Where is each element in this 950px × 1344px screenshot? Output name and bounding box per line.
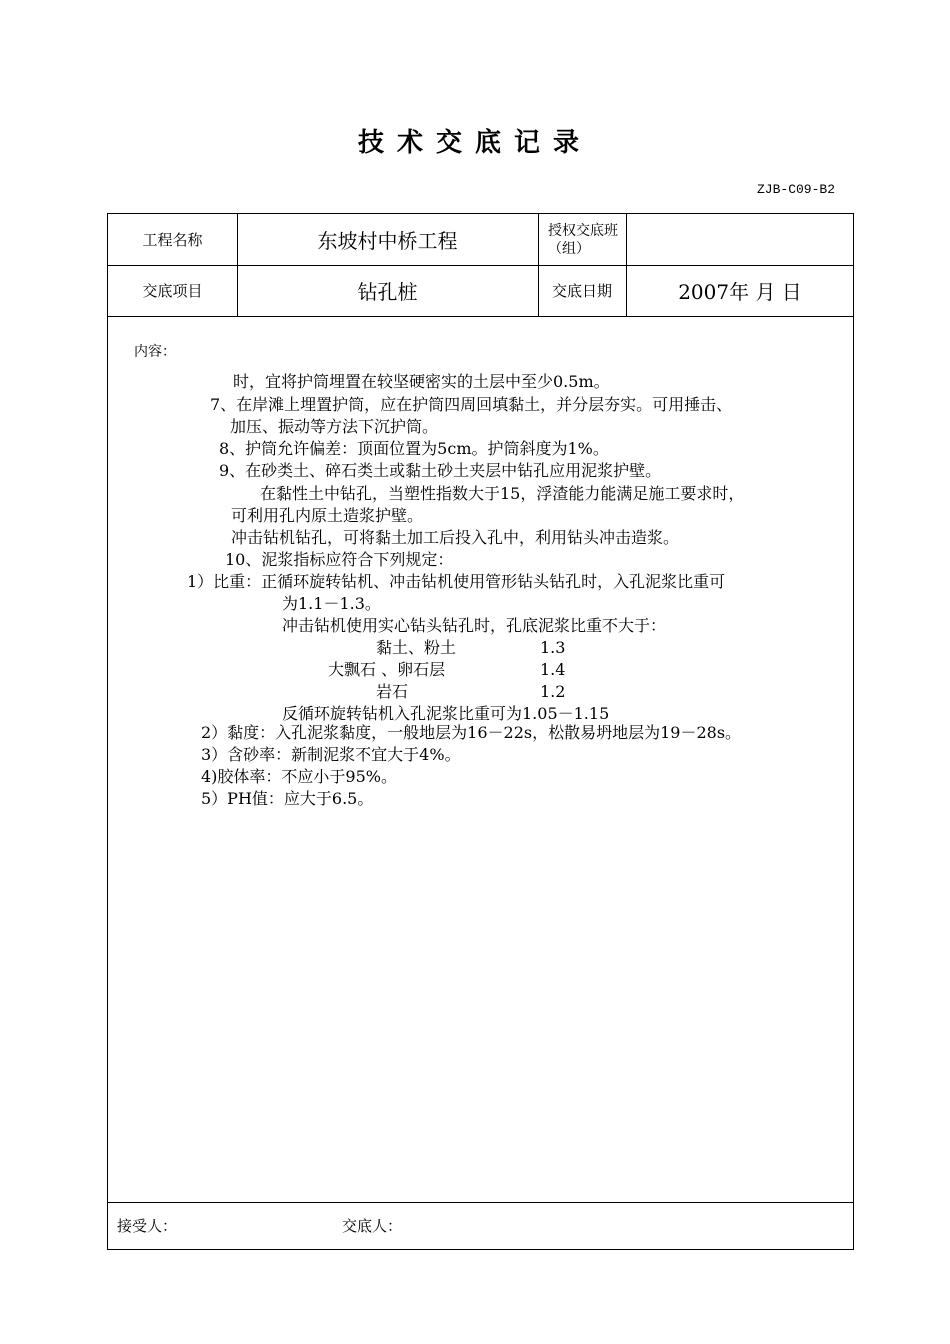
content-line: 2）黏度：入孔泥浆黏度，一般地层为16－22s，松散易坍地层为19－28s。 bbox=[201, 723, 742, 742]
content-line: 5）PH值：应大于6.5。 bbox=[201, 789, 374, 808]
record-table bbox=[107, 213, 854, 1250]
mud-soil-type: 大飘石 、卵石层 bbox=[328, 660, 446, 679]
presenter-label: 交底人： bbox=[342, 1217, 403, 1235]
content-line: 3）含砂率：新制泥浆不宜大于4%。 bbox=[201, 745, 461, 764]
content-line: 为1.1－1.3。 bbox=[282, 594, 381, 613]
document-title: 技术交底记录 bbox=[357, 128, 592, 158]
content-line: 8、护筒允许偏差：顶面位置为5cm。护筒斜度为1%。 bbox=[219, 439, 609, 458]
content-line: 7、在岸滩上埋置护筒，应在护筒四周回填黏土，并分层夯实。可用捶击、 bbox=[210, 395, 733, 414]
content-line: 在黏性土中钻孔，当塑性指数大于15，浮渣能力能满足施工要求时， bbox=[260, 484, 745, 503]
row-divider bbox=[108, 316, 853, 317]
item-value: 钻孔桩 bbox=[357, 280, 418, 304]
receiver-label: 接受人： bbox=[117, 1217, 178, 1235]
authorized-team-value bbox=[626, 214, 854, 265]
project-name-value: 东坡村中桥工程 bbox=[317, 229, 458, 253]
date-label: 交底日期 bbox=[551, 282, 612, 300]
content-line: 反循环旋转钻机入孔泥浆比重可为1.05－1.15 bbox=[282, 704, 610, 723]
form-code: ZJB-C09-B2 bbox=[756, 182, 835, 197]
project-name-label: 工程名称 bbox=[142, 231, 203, 249]
mud-density-value: 1.4 bbox=[540, 660, 566, 679]
content-line: 加压、振动等方法下沉护筒。 bbox=[230, 417, 439, 436]
content-line: 时，宜将护筒埋置在较坚硬密实的土层中至少0.5m。 bbox=[233, 372, 610, 391]
mud-soil-type: 岩石 bbox=[376, 682, 409, 701]
content-line: 1）比重：正循环旋转钻机、冲击钻机使用管形钻头钻孔时，入孔泥浆比重可 bbox=[187, 572, 726, 591]
date-value: 2007年 月 日 bbox=[678, 280, 802, 304]
content-line: 4)胶体率：不应小于95%。 bbox=[201, 767, 397, 786]
content-label: 内容： bbox=[134, 344, 176, 360]
mud-soil-type: 黏土、粉土 bbox=[376, 638, 457, 657]
item-label: 交底项目 bbox=[142, 282, 203, 300]
mud-density-value: 1.3 bbox=[540, 638, 566, 657]
content-line: 10、泥浆指标应符合下列规定： bbox=[225, 550, 454, 569]
content-line: 可利用孔内原土造浆护壁。 bbox=[231, 506, 424, 525]
row-divider bbox=[108, 1202, 853, 1203]
content-line: 冲击钻机使用实心钻头钻孔时，孔底泥浆比重不大于： bbox=[282, 616, 667, 635]
authorized-team-label: 授权交底班（组） bbox=[548, 222, 618, 257]
content-line: 冲击钻机钻孔，可将黏土加工后投入孔中，利用钻头冲击造浆。 bbox=[231, 528, 680, 547]
mud-density-value: 1.2 bbox=[540, 682, 566, 701]
content-line: 9、在砂类土、碎石类土或黏土砂土夹层中钻孔应用泥浆护壁。 bbox=[219, 461, 662, 480]
